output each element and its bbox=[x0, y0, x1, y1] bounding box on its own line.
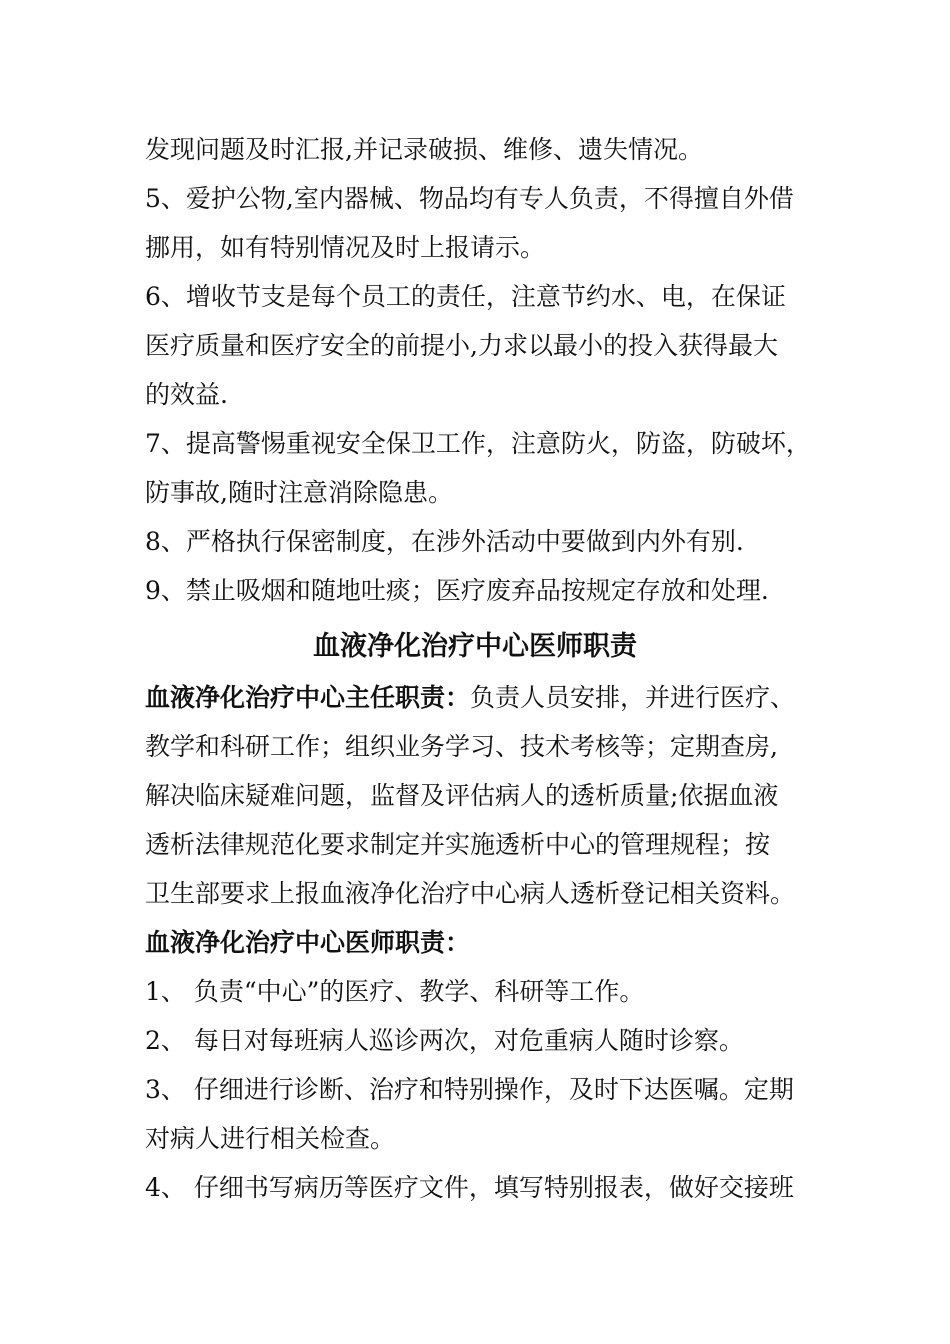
text-line: 的效益. bbox=[145, 380, 228, 409]
text-line: 8、严格执行保密制度，在涉外活动中要做到内外有别. bbox=[145, 527, 744, 556]
director-heading: 血液净化治疗中心主任职责： bbox=[145, 683, 471, 712]
text-line: 解决临床疑难问题，监督及评估病人的透析质量;依据血液 bbox=[145, 781, 779, 810]
rules-section bbox=[145, 125, 835, 615]
physician-heading: 血液净化治疗中心医师职责： bbox=[145, 928, 471, 957]
text-line: 3、 仔细进行诊断、治疗和特别操作，及时下达医嘱。定期 bbox=[145, 1075, 794, 1104]
director-first-line bbox=[145, 673, 835, 722]
text-line: 1、 负责“中心”的医疗、教学、科研等工作。 bbox=[145, 977, 645, 1006]
text-line: 7、提高警惕重视安全保卫工作，注意防火，防盗，防破坏， bbox=[145, 429, 811, 458]
text-line: 发现问题及时汇报,并记录破损、维修、遗失情况。 bbox=[145, 135, 703, 164]
text-line: 9、禁止吸烟和随地吐痰；医疗废弃品按规定存放和处理. bbox=[145, 576, 769, 605]
text-line: 4、 仔细书写病历等医疗文件，填写特别报表，做好交接班 bbox=[145, 1173, 794, 1202]
section-title: 血液净化治疗中心医师职责 bbox=[313, 631, 637, 662]
text-line: 6、增收节支是每个员工的责任，注意节约水、电，在保证 bbox=[145, 282, 786, 311]
text-line: 教学和科研工作；组织业务学习、技术考核等；定期查房, bbox=[145, 732, 778, 761]
text-line: 挪用，如有特别情况及时上报请示。 bbox=[145, 233, 546, 262]
text-line: 对病人进行相关检查。 bbox=[145, 1124, 396, 1153]
text-line: 2、 每日对每班病人巡诊两次，对危重病人随时诊察。 bbox=[145, 1026, 744, 1055]
text-line: 医疗质量和医疗安全的前提小,力求以最小的投入获得最大 bbox=[145, 331, 778, 360]
text-line: 透析法律规范化要求制定并实施透析中心的管理规程；按 bbox=[145, 830, 771, 859]
text-line: 卫生部要求上报血液净化治疗中心病人透析登记相关资料。 bbox=[145, 879, 796, 908]
duties-section bbox=[145, 673, 835, 1212]
text-line: 5、爱护公物,室内器械、物品均有专人负责，不得擅自外借 bbox=[145, 184, 794, 213]
director-first-line-rest: 负责人员安排，并进行医疗、 bbox=[470, 683, 796, 712]
text-line: 防事故,随时注意消除隐患。 bbox=[145, 478, 453, 507]
